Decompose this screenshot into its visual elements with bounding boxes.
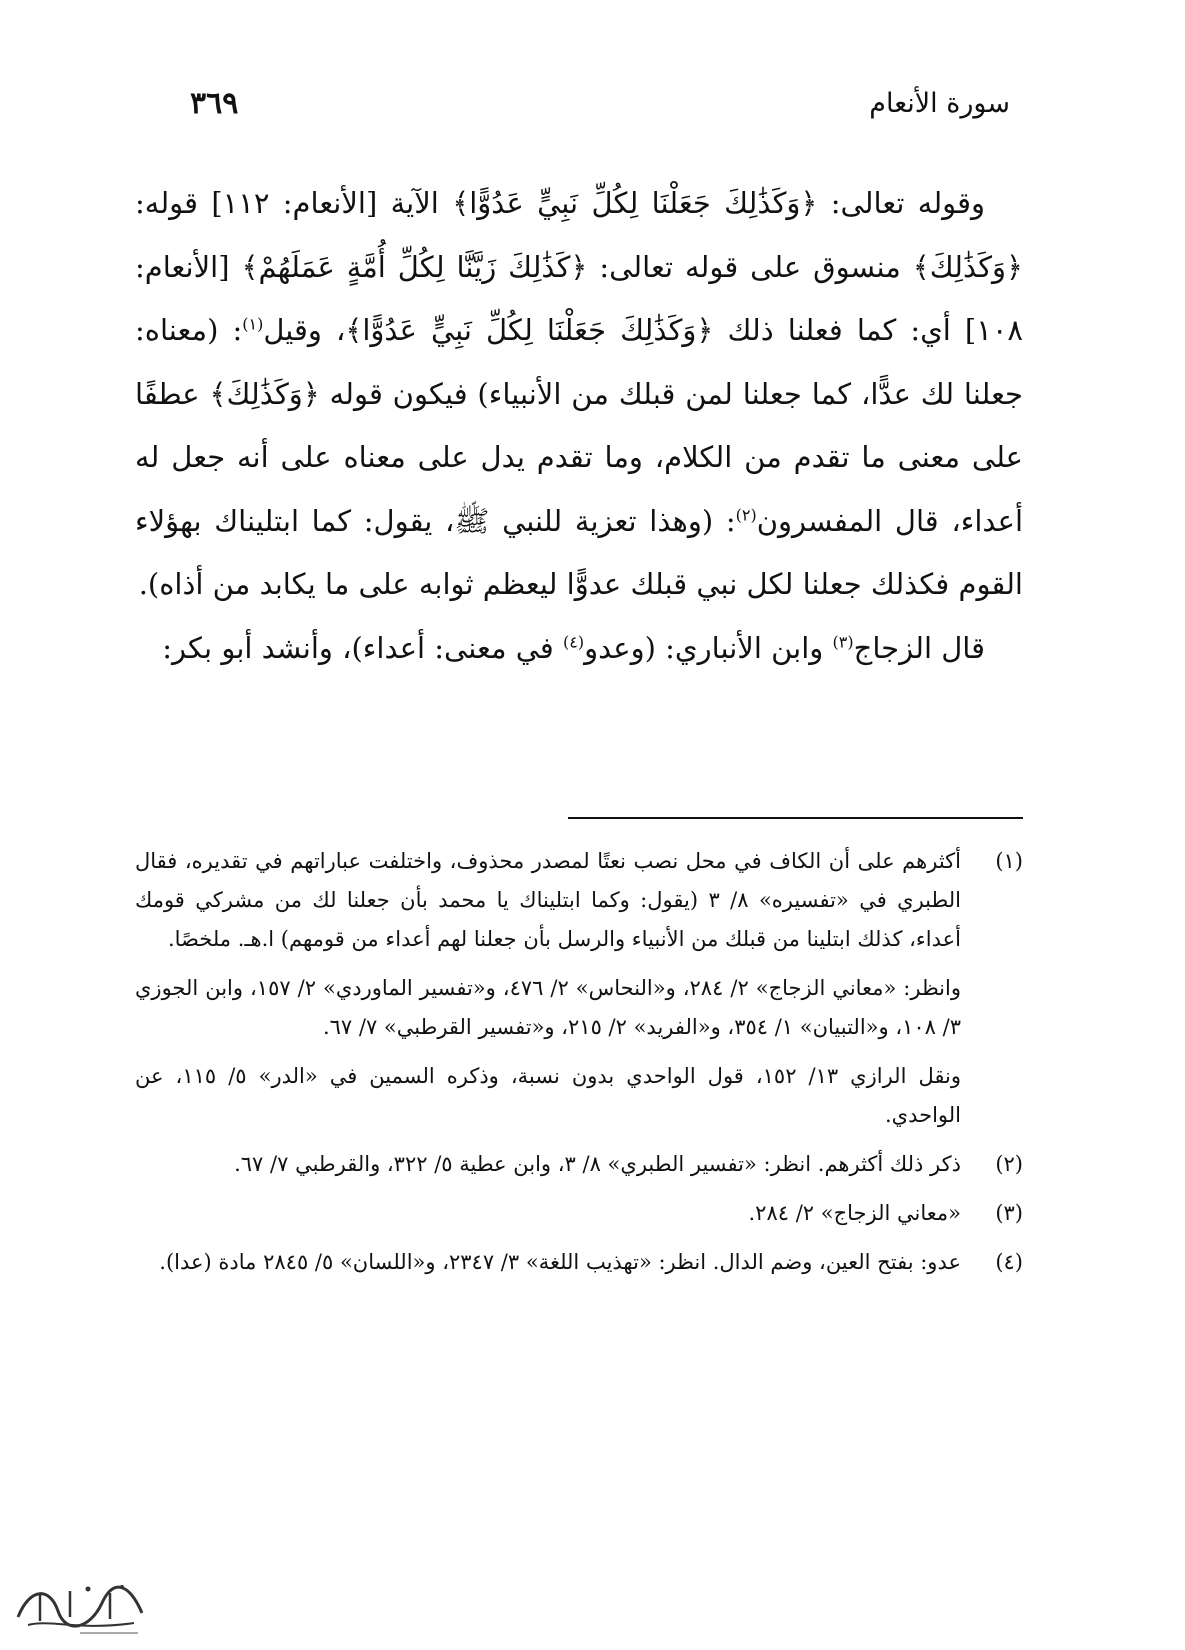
footnote-1 bbox=[135, 842, 1023, 1135]
paragraph-2 bbox=[135, 617, 1023, 681]
paragraph-2-text-b: وابن الأنباري: (وعدو bbox=[584, 630, 833, 665]
footnote-2 bbox=[135, 1145, 1023, 1184]
library-seal-logo bbox=[10, 1577, 150, 1637]
footnote-number: (٤) bbox=[995, 1250, 1023, 1274]
footnote-3 bbox=[135, 1194, 1023, 1233]
paragraph-1-text: وقوله تعالى: ﴿وَكَذَٰلِكَ جَعَلْنَا لِكُلِّ نَبِيٍّ عَدُوًّا﴾ الآية [الأنعام: ١١٢] قوله: ﴿وَكَذَٰلِكَ﴾ منسوق على قوله تعالى: ﴿كَذَٰلِكَ زَيَّنَّا لِكُلِّ أُمَّةٍ عَمَلَهُمْ﴾ [الأنعام: ١٠٨] أي: كما فعلنا ذلك ﴿وَكَذَٰلِكَ جَعَلْنَا لِكُلِّ نَبِيٍّ عَدُوًّا﴾، وقيل bbox=[135, 186, 1023, 347]
footnote-ref-3: (٣) bbox=[832, 631, 854, 651]
footnote-number: (١) bbox=[995, 849, 1023, 873]
paragraph-1-text-c: : (وهذا تعزية للنبي ﷺ، يقول: كما ابتليناك بهؤلاء القوم فكذلك جعلنا لكل نبي قبلك عدوًّا ليعظم ثوابه على ما يكابد من أذاه). bbox=[135, 503, 1023, 601]
footnote-ref-2: (٢) bbox=[735, 504, 757, 524]
footnote-paragraph: أكثرهم على أن الكاف في محل نصب نعتًا لمصدر محذوف، واختلفت عباراتهم في تقديره، فقال الطبري في «تفسيره» ٨/ ٣ (يقول: وكما ابتليناك يا محمد بأن جعلنا لك من مشركي قومك أعداء، كذلك ابتلينا من قبلك من الأنبياء والرسل بأن جعلنا لهم أعداء من قومهم) ا.هـ. ملخصًا. bbox=[135, 849, 961, 951]
footnote-paragraph: وانظر: «معاني الزجاج» ٢/ ٢٨٤، و«النحاس» ٢/ ٤٧٦، و«تفسير الماوردي» ٢/ ١٥٧، وابن الجوزي ٣/ ١٠٨، و«التبيان» ١/ ٣٥٤، و«الفريد» ٢/ ٢١٥، و«تفسير القرطبي» ٧/ ٦٧. bbox=[135, 976, 961, 1039]
paragraph-2-text: قال الزجاج bbox=[853, 630, 985, 665]
surah-title: سورة الأنعام bbox=[869, 88, 1010, 119]
footnote-ref-1: (١) bbox=[242, 314, 264, 334]
footnotes bbox=[135, 842, 1023, 1292]
footnote-4 bbox=[135, 1243, 1023, 1282]
paragraph-2-text-c: في معنى: أعداء)، وأنشد أبو بكر: bbox=[162, 630, 563, 665]
paragraph-1 bbox=[135, 172, 1023, 617]
footnote-paragraph: عدو: بفتح العين، وضم الدال. انظر: «تهذيب اللغة» ٣/ ٢٣٤٧، و«اللسان» ٥/ ٢٨٤٥ مادة (عدا). bbox=[159, 1250, 961, 1274]
footnote-paragraph: ونقل الرازي ١٣/ ١٥٢، قول الواحدي بدون نسبة، وذكره السمين في «الدر» ٥/ ١١٥، عن الواحدي. bbox=[135, 1064, 961, 1127]
footnote-paragraph: ذكر ذلك أكثرهم. انظر: «تفسير الطبري» ٨/ ٣، وابن عطية ٥/ ٣٢٢، والقرطبي ٧/ ٦٧. bbox=[234, 1152, 961, 1176]
footnote-number: (٣) bbox=[995, 1201, 1023, 1225]
footnote-separator bbox=[568, 817, 1023, 819]
paragraph-1-text-b: : (معناه: جعلنا لك عدًّا، كما جعلنا لمن قبلك من الأنبياء) فيكون قوله ﴿وَكَذَٰلِكَ﴾ عطفًا على معنى ما تقدم من الكلام، وما تقدم يدل على معناه على أنه جعل له أعداء، قال المفسرون bbox=[135, 313, 1023, 538]
main-text bbox=[135, 172, 1023, 680]
footnote-ref-4: (٤) bbox=[562, 631, 585, 651]
page-header bbox=[190, 86, 1010, 136]
footnote-paragraph: «معاني الزجاج» ٢/ ٢٨٤. bbox=[748, 1201, 961, 1225]
footnote-number: (٢) bbox=[995, 1152, 1023, 1176]
page-number: ٣٦٩ bbox=[190, 86, 239, 121]
